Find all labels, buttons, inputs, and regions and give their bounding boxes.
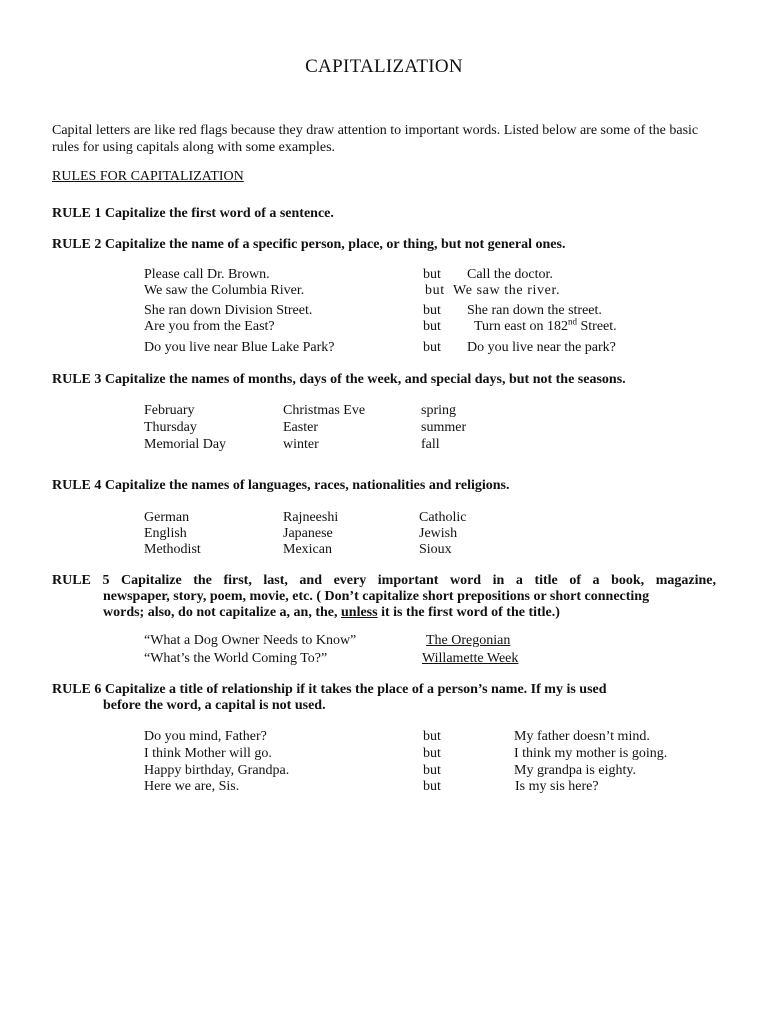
rule-1: RULE 1 Capitalize the first word of a sentence.	[52, 206, 334, 221]
rule2-example-general: She ran down the street.	[467, 303, 602, 318]
rule3-cell: winter	[283, 437, 319, 452]
rule2-example-general: Do you live near the park?	[467, 340, 616, 355]
rule4-cell: English	[144, 526, 187, 541]
rule3-cell: fall	[421, 437, 440, 452]
rule3-cell: spring	[421, 403, 456, 418]
rule6-but: but	[423, 779, 441, 794]
rule4-cell: Mexican	[283, 542, 332, 557]
rule6-example-title: Do you mind, Father?	[144, 729, 267, 744]
rule6-example-title: Here we are, Sis.	[144, 779, 240, 794]
rule6-example-title: I think Mother will go.	[144, 746, 272, 761]
rule2-example-specific: She ran down Division Street.	[144, 303, 313, 318]
rule4-cell: German	[144, 510, 190, 525]
rule6-but: but	[423, 746, 441, 761]
rule6-example-my: Is my sis here?	[515, 779, 599, 794]
rule-3: RULE 3 Capitalize the names of months, days of the week, and special days, but not the seasons.	[52, 372, 626, 387]
rule5-example-publication: Willamette Week	[422, 651, 519, 666]
rule2-example-specific: Do you live near Blue Lake Park?	[144, 340, 335, 355]
rule6-example-my: My grandpa is eighty.	[514, 763, 636, 778]
rule2-but: but	[425, 283, 445, 298]
rule4-cell: Sioux	[419, 542, 452, 557]
rule3-cell: Thursday	[144, 420, 197, 435]
rule2-example-specific: We saw the Columbia River.	[144, 283, 305, 298]
rule5-example-title: “What’s the World Coming To?”	[144, 651, 328, 666]
rule2-but: but	[423, 319, 441, 334]
rule6-example-my: I think my mother is going.	[514, 746, 668, 761]
rule6-line: RULE 6 Capitalize a title of relationship if it takes the place of a person’s name. If my is used	[52, 682, 607, 697]
rule3-cell: Memorial Day	[144, 437, 227, 452]
intro-paragraph: Capital letters are like red flags because they draw attention to important words. Listed below are some of the basic rules for using capitals along with some examples.	[52, 123, 699, 155]
rule5-line: RULE 5 Capitalize the first, last, and every important word in a title of a book, magazine,	[52, 573, 716, 588]
rule2-but: but	[423, 340, 441, 355]
rule6-example-title: Happy birthday, Grandpa.	[144, 763, 290, 778]
rule5-example-title: “What a Dog Owner Needs to Know”	[144, 633, 357, 648]
rule3-cell: summer	[421, 420, 467, 435]
rule6-line: before the word, a capital is not used.	[103, 698, 326, 713]
unless-emphasis: unless	[341, 605, 378, 620]
rule5-example-publication: The Oregonian	[426, 633, 511, 648]
rule-2: RULE 2 Capitalize the name of a specific person, place, or thing, but not general ones.	[52, 237, 566, 252]
rule4-cell: Catholic	[419, 510, 467, 525]
rule6-but: but	[423, 763, 441, 778]
rule3-cell: February	[144, 403, 195, 418]
rule3-cell: Christmas Eve	[283, 403, 366, 418]
page-title: CAPITALIZATION	[305, 56, 463, 77]
rule-5	[52, 573, 716, 621]
rule4-cell: Rajneeshi	[283, 510, 339, 525]
rule5-line: words; also, do not capitalize a, an, the, unless it is the first word of the title.)	[103, 605, 560, 620]
rule6-example-my: My father doesn’t mind.	[514, 729, 650, 744]
rule2-but: but	[423, 267, 441, 282]
rule2-example-general: Call the doctor.	[467, 267, 553, 282]
rule2-example-specific: Are you from the East?	[144, 319, 275, 334]
rule2-example-general: We saw the river.	[453, 283, 561, 298]
rule2-example-specific: Please call Dr. Brown.	[144, 267, 270, 282]
rule5-line: newspaper, story, poem, movie, etc. ( Don’t capitalize short prepositions or short connecting	[103, 589, 650, 604]
rule6-but: but	[423, 729, 441, 744]
rule2-but: but	[423, 303, 441, 318]
rule4-cell: Japanese	[283, 526, 333, 541]
rule-4: RULE 4 Capitalize the names of languages, races, nationalities and religions.	[52, 478, 510, 493]
rule4-cell: Jewish	[419, 526, 458, 541]
rule2-example-general: Turn east on 182nd Street.	[474, 316, 617, 334]
rule4-cell: Methodist	[144, 542, 201, 557]
rule-6	[52, 682, 716, 714]
rules-heading: RULES FOR CAPITALIZATION	[52, 169, 244, 184]
rule3-cell: Easter	[283, 420, 318, 435]
